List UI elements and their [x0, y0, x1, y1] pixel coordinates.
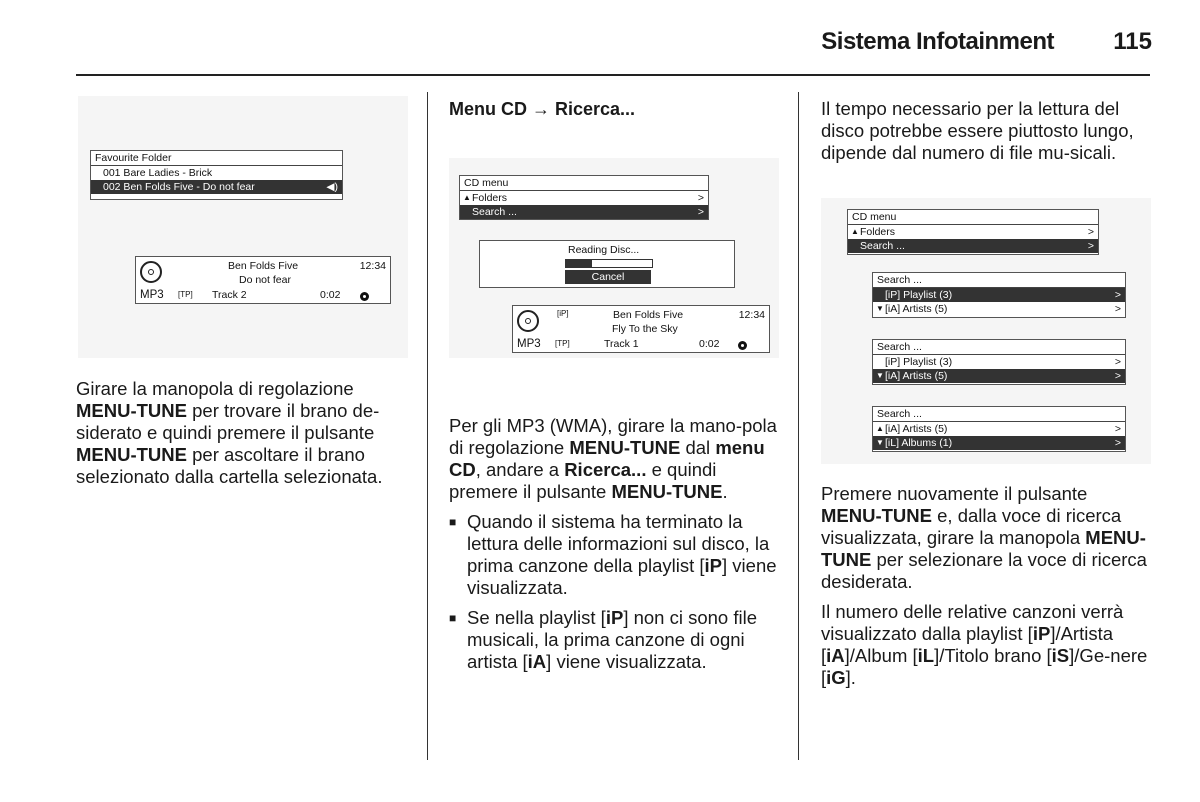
- tp-label: [TP]: [555, 339, 570, 348]
- down-arrow-icon: ▼: [876, 304, 884, 313]
- section-title: Sistema Infotainment: [821, 28, 1054, 55]
- search-item-artists: ▼ [iA] Artists (5) >: [873, 369, 1125, 383]
- search-item-playlist: [iP] Playlist (3) >: [885, 356, 1121, 368]
- chevron-right-icon: >: [1114, 356, 1121, 368]
- search-item-playlist: [iP] Playlist (3) >: [873, 288, 1125, 302]
- reading-disc-screen: [479, 240, 735, 288]
- column-1-text: [76, 378, 411, 496]
- screen-title: CD menu: [460, 176, 708, 191]
- reading-label: Reading Disc...: [568, 244, 640, 256]
- format-label: MP3: [517, 338, 541, 350]
- search-item-artists: ▼ [iA] Artists (5) >: [876, 303, 1121, 315]
- page-number: 115: [1113, 28, 1152, 55]
- screen-title: Search ...: [873, 407, 1125, 422]
- screen-title: CD menu: [848, 210, 1098, 225]
- chevron-right-icon: >: [697, 192, 704, 204]
- search-screen-3: [872, 406, 1126, 452]
- column-3-text: [821, 483, 1153, 697]
- column-divider-1: [427, 92, 428, 760]
- elapsed-time: 0:02: [320, 289, 341, 301]
- screen-title: Favourite Folder: [91, 151, 342, 166]
- list-item-selected: 002 Ben Folds Five - Do not fear ◀): [91, 180, 342, 194]
- chevron-right-icon: >: [1114, 289, 1121, 301]
- disc-icon: [517, 310, 539, 332]
- chevron-right-icon: >: [697, 206, 704, 218]
- column-3-intro: [821, 98, 1156, 172]
- search-item-artists: ▲ [iA] Artists (5) >: [876, 423, 1121, 435]
- cancel-button: Cancel: [565, 270, 651, 284]
- track-label: Track 2: [212, 289, 247, 301]
- chevron-right-icon: >: [1114, 437, 1121, 449]
- up-arrow-icon: ▲: [851, 227, 859, 236]
- section-heading: Menu CD → Ricerca...: [449, 99, 636, 119]
- figure-background: [78, 96, 408, 358]
- bullet-item: ■ Quando il sistema ha terminato la lettura delle informazioni sul disco, la prima canzone della playlist [iP] viene visualizzata.: [449, 511, 779, 599]
- format-label: MP3: [140, 289, 164, 301]
- cd-menu-screen: [459, 175, 709, 220]
- column-2-heading: [449, 98, 784, 120]
- paragraph: Premere nuovamente il pulsante MENU-TUNE e, dalla voce di ricerca visualizzata, girare la manopola MENU-TUNE per selezionare la voce di ricerca desiderata.: [821, 483, 1147, 592]
- artist-label: Ben Folds Five: [228, 260, 299, 272]
- column-divider-2: [798, 92, 799, 760]
- menu-item-folders: ▲ Folders >: [463, 192, 704, 204]
- paragraph: Il tempo necessario per la lettura del disco potrebbe essere piuttosto lungo, dipende dal numero di file mu-sicali.: [821, 98, 1134, 163]
- song-label: Do not fear: [239, 274, 291, 286]
- up-arrow-icon: ▲: [463, 193, 471, 202]
- record-icon: [738, 341, 747, 350]
- ip-label: [iP]: [557, 309, 569, 318]
- progress-bar: [565, 259, 653, 268]
- now-playing-screen: [135, 256, 391, 304]
- menu-item-folders: ▲ Folders >: [851, 226, 1094, 238]
- now-playing-screen: [512, 305, 770, 353]
- chevron-right-icon: >: [1114, 423, 1121, 435]
- paragraph: Il numero delle relative canzoni verrà visualizzato dalla playlist [iP]/Artista [iA]/Album [iL]/Titolo brano [iS]/Ge-nere [iG].: [821, 601, 1148, 688]
- down-arrow-icon: ▼: [876, 438, 884, 447]
- clock: 12:34: [359, 260, 386, 272]
- elapsed-time: 0:02: [699, 338, 720, 350]
- disc-icon: [140, 261, 162, 283]
- speaker-icon: ◀): [326, 181, 338, 193]
- chevron-right-icon: >: [1087, 240, 1094, 252]
- bullet-item: ■ Se nella playlist [iP] non ci sono file musicali, la prima canzone di ogni artista [iA] viene visualizzata.: [449, 607, 779, 673]
- list-item: 001 Bare Ladies - Brick: [103, 167, 213, 179]
- cd-menu-screen: [847, 209, 1099, 255]
- menu-item-search: Search ... >: [848, 239, 1098, 253]
- clock: 12:34: [738, 309, 765, 321]
- search-item-albums: ▼ [iL] Albums (1) >: [873, 436, 1125, 450]
- column-2-text: [449, 415, 779, 681]
- search-screen-1: [872, 272, 1126, 318]
- screen-title: Search ...: [873, 340, 1125, 355]
- paragraph: Girare la manopola di regolazione MENU-TUNE per trovare il brano de-siderato e quindi premere il pulsante MENU-TUNE per ascoltare il brano selezionato dalla cartella selezionata.: [76, 378, 383, 487]
- artist-label: Ben Folds Five: [613, 309, 684, 321]
- track-label: Track 1: [604, 338, 639, 350]
- menu-item-search: Search ... >: [460, 205, 708, 219]
- progress-fill: [566, 260, 592, 267]
- chevron-right-icon: >: [1114, 303, 1121, 315]
- search-screen-2: [872, 339, 1126, 385]
- favourite-folder-screen: [90, 150, 343, 200]
- chevron-right-icon: >: [1087, 226, 1094, 238]
- tp-label: [TP]: [178, 290, 193, 299]
- bullet-list: [449, 511, 779, 673]
- paragraph: Per gli MP3 (WMA), girare la mano-pola di regolazione MENU-TUNE dal menu CD, andare a Ricerca... e quindi premere il pulsante MENU-TUNE.: [449, 415, 777, 502]
- up-arrow-icon: ▲: [876, 424, 884, 433]
- song-label: Fly To the Sky: [612, 323, 678, 335]
- screen-title: Search ...: [873, 273, 1125, 288]
- record-icon: [360, 292, 369, 301]
- down-arrow-icon: ▼: [876, 371, 884, 380]
- header-divider: [76, 74, 1150, 76]
- chevron-right-icon: >: [1114, 370, 1121, 382]
